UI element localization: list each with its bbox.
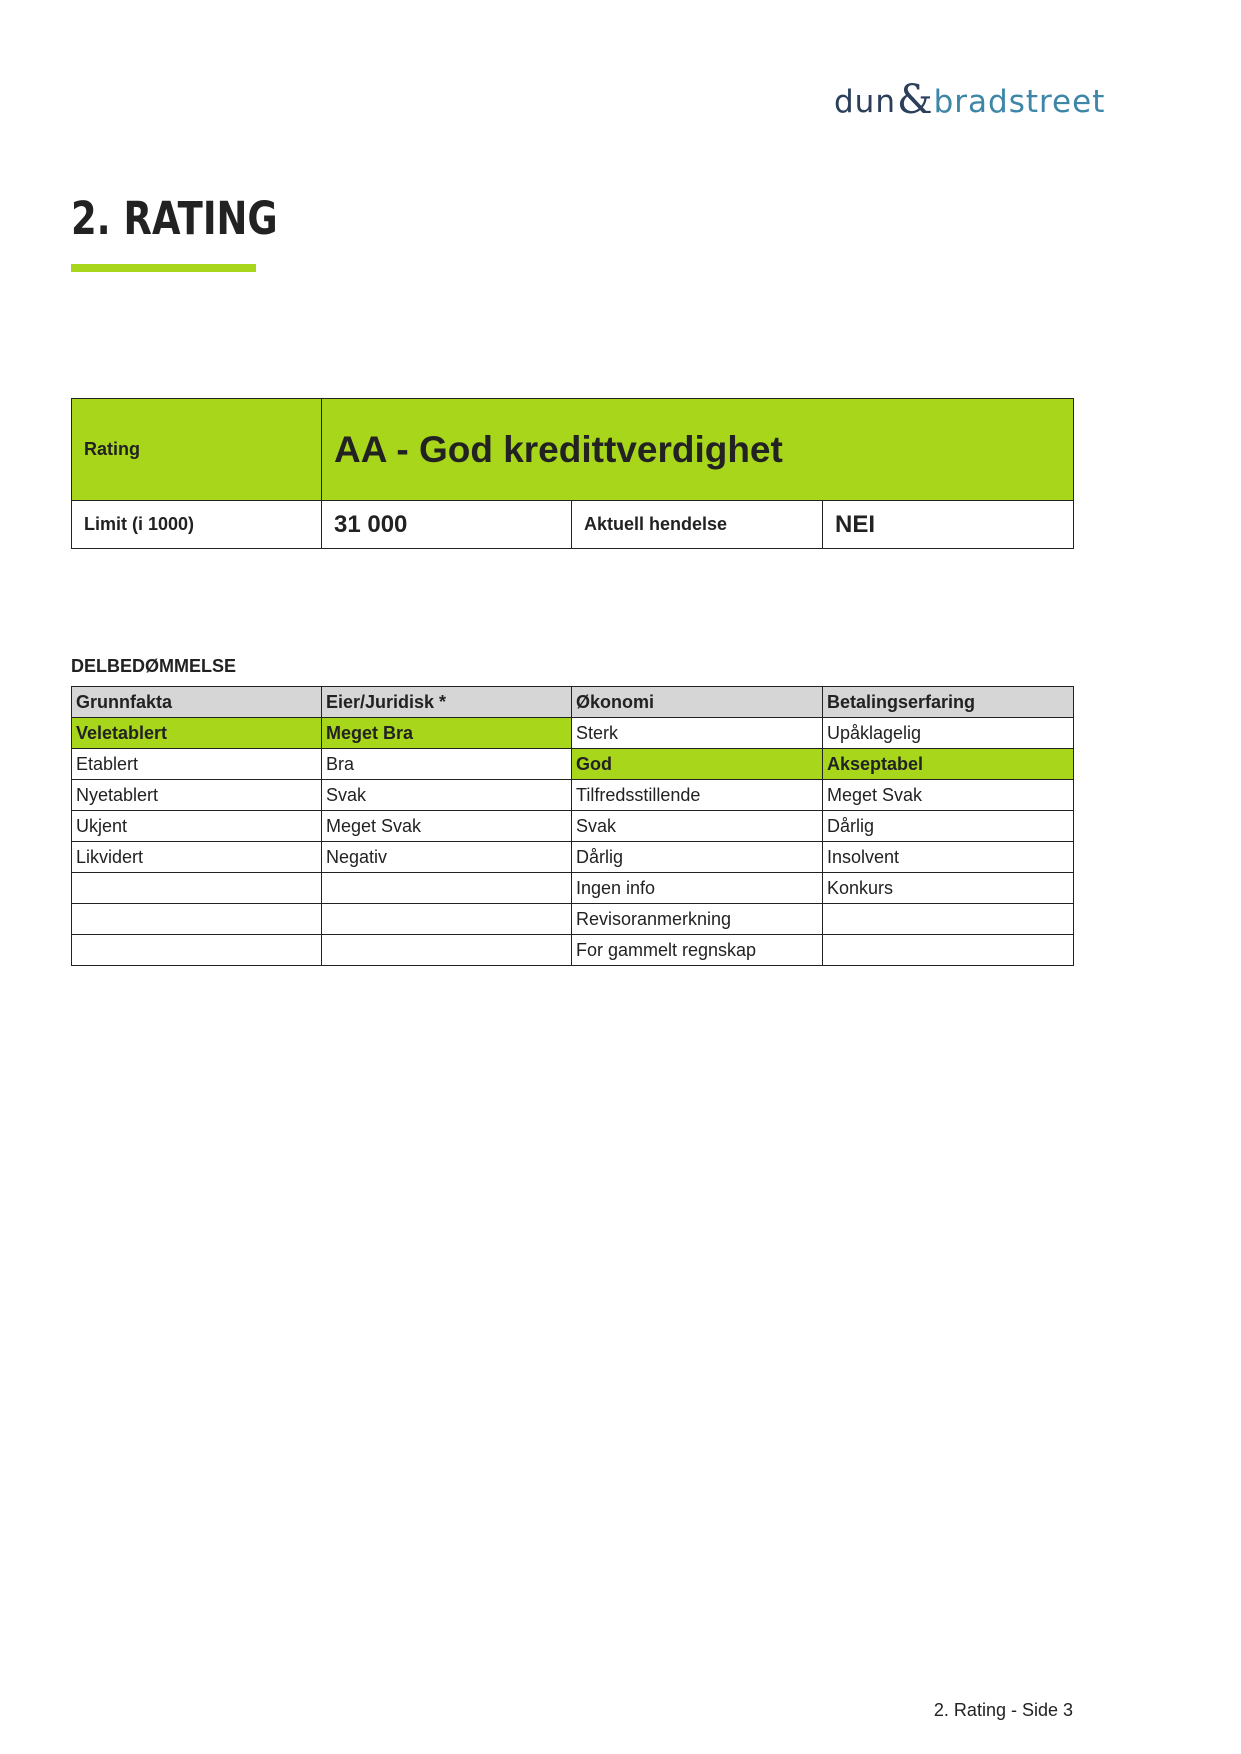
table-cell: Revisoranmerkning: [572, 904, 823, 935]
table-cell: Insolvent: [823, 842, 1074, 873]
rating-value-cell: [322, 399, 1074, 501]
section-title: 2. RATING: [71, 192, 278, 245]
table-cell: [322, 935, 572, 966]
table-row: [72, 904, 1074, 935]
table-cell: For gammelt regnskap: [572, 935, 823, 966]
table-row: [72, 749, 1074, 780]
table-cell: Svak: [322, 780, 572, 811]
table-cell: Negativ: [322, 842, 572, 873]
limit-label-cell: [72, 501, 322, 549]
table-cell: Dårlig: [823, 811, 1074, 842]
table-cell: Upåklagelig: [823, 718, 1074, 749]
table-cell: Akseptabel: [823, 749, 1074, 780]
table-row: [72, 842, 1074, 873]
title-underline: [71, 264, 256, 272]
table-cell: Meget Bra: [322, 718, 572, 749]
event-value: NEI: [835, 510, 876, 538]
table-cell: [322, 873, 572, 904]
table-cell: Meget Svak: [823, 780, 1074, 811]
rating-row: [72, 399, 1074, 501]
table-cell: [72, 873, 322, 904]
table-row: [72, 811, 1074, 842]
logo-text-dun: dun: [834, 84, 896, 120]
table-cell: Meget Svak: [322, 811, 572, 842]
table-cell: Bra: [322, 749, 572, 780]
event-value-cell: [823, 501, 1074, 549]
table-cell: [823, 904, 1074, 935]
event-label-cell: [572, 501, 823, 549]
subrating-header-row: [72, 687, 1074, 718]
rating-label: Rating: [84, 439, 140, 459]
dun-bradstreet-logo: [834, 77, 1106, 124]
rating-table: [71, 398, 1074, 549]
header-eier-juridisk: Eier/Juridisk *: [322, 687, 572, 718]
table-cell: Ingen info: [572, 873, 823, 904]
table-cell: God: [572, 749, 823, 780]
subrating-table: [71, 686, 1074, 966]
table-cell: Konkurs: [823, 873, 1074, 904]
table-cell: Tilfredsstillende: [572, 780, 823, 811]
limit-row: [72, 501, 1074, 549]
subrating-heading: DELBEDØMMELSE: [71, 656, 237, 676]
table-cell: Svak: [572, 811, 823, 842]
table-cell: Etablert: [72, 749, 322, 780]
event-label: Aktuell hendelse: [584, 514, 728, 534]
table-cell: Nyetablert: [72, 780, 322, 811]
rating-value: AA - God kredittverdighet: [334, 428, 783, 470]
limit-value: 31 000: [334, 510, 408, 538]
logo-ampersand: &: [896, 77, 933, 123]
table-cell: Veletablert: [72, 718, 322, 749]
table-cell: [72, 935, 322, 966]
table-cell: Likvidert: [72, 842, 322, 873]
page-footer: 2. Rating - Side 3: [933, 1700, 1073, 1720]
rating-label-cell: [72, 399, 322, 501]
header-betalingserfaring: Betalingserfaring: [823, 687, 1074, 718]
logo-text-bradstreet: bradstreet: [933, 84, 1106, 120]
table-cell: Ukjent: [72, 811, 322, 842]
table-row: [72, 935, 1074, 966]
table-cell: [322, 904, 572, 935]
table-row: [72, 873, 1074, 904]
limit-label: Limit (i 1000): [84, 514, 195, 534]
header-okonomi: Økonomi: [572, 687, 823, 718]
table-cell: Dårlig: [572, 842, 823, 873]
table-cell: Sterk: [572, 718, 823, 749]
table-row: [72, 718, 1074, 749]
limit-value-cell: [322, 501, 572, 549]
table-row: [72, 780, 1074, 811]
table-cell: [823, 935, 1074, 966]
header-grunnfakta: Grunnfakta: [72, 687, 322, 718]
table-cell: [72, 904, 322, 935]
